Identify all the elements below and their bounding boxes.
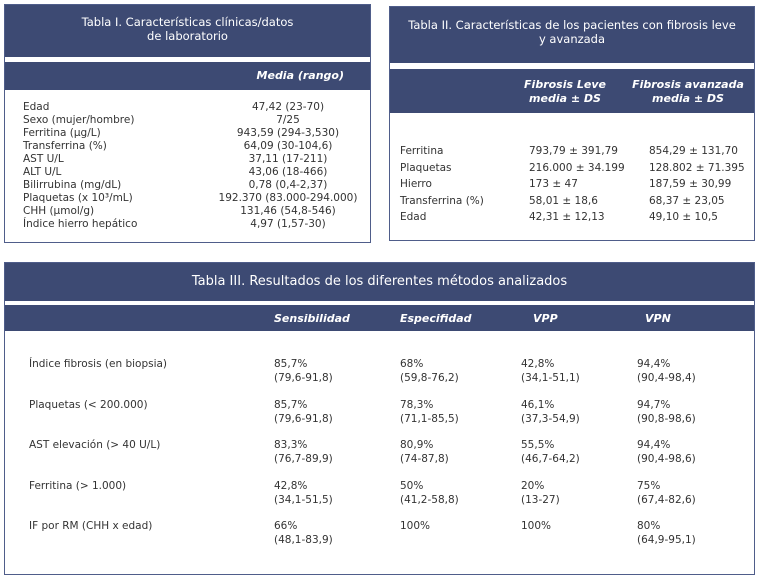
row-value: 64,09 (30-104,6) [243, 140, 333, 152]
table-row [5, 477, 754, 518]
tabla-2 [389, 6, 755, 241]
tabla-1-header: Media (rango) [256, 69, 344, 82]
table-row [5, 396, 754, 437]
table-row [400, 160, 750, 177]
cell-vpp: 100% [521, 520, 552, 532]
table-row [400, 176, 750, 193]
table-row [23, 192, 363, 205]
cell-vpn: 75% (67,4-82,6) [637, 479, 696, 506]
table-row [23, 114, 363, 127]
row-label: Sexo (mujer/hombre) [23, 114, 135, 126]
value-leve: 173 ± 47 [529, 178, 578, 190]
tabla-3-header-especifidad: Especifidad [400, 312, 472, 325]
table-row [23, 218, 363, 231]
row-value: 131,46 (54,8-546) [240, 205, 336, 217]
row-value: 37,11 (17-211) [248, 153, 328, 165]
row-label: Ferritina (µg/L) [23, 127, 101, 139]
tabla-2-header-bar [390, 69, 754, 113]
table-row [23, 166, 363, 179]
row-label: Índice hierro hepático [23, 218, 138, 230]
cell-sensibilidad: 85,7% (79,6-91,8) [274, 398, 333, 425]
tabla-3-header-bar [5, 305, 754, 331]
cell-vpp: 42,8% (34,1-51,1) [521, 358, 580, 384]
value-leve: 793,79 ± 391,79 [529, 145, 618, 157]
cell-especifidad: 100% [400, 520, 431, 532]
tabla-1 [4, 4, 371, 243]
cell-vpn: 94,4% (90,4-98,6) [637, 439, 696, 465]
tabla-2-title-bar [390, 7, 754, 63]
table-row [23, 127, 363, 140]
cell-especifidad: 50% (41,2-58,8) [400, 479, 459, 506]
value-leve: 216.000 ± 34.199 [529, 161, 625, 174]
tabla-2-header-leve: Fibrosis Leve media ± DS [524, 78, 606, 105]
value-avanzada: 187,59 ± 30,99 [649, 178, 732, 190]
table-row [5, 517, 754, 558]
table-row [23, 179, 363, 192]
cell-sensibilidad: 83,3% (76,7-89,9) [274, 439, 333, 465]
value-avanzada: 68,37 ± 23,05 [649, 194, 725, 207]
table-row [5, 436, 754, 477]
tabla-3-title-bar [5, 263, 754, 301]
tabla-3-header-sensibilidad: Sensibilidad [274, 312, 350, 325]
cell-vpp: 20% (13-27) [521, 479, 560, 506]
row-label: Edad [23, 101, 50, 113]
row-value: 192.370 (83.000-294.000) [218, 192, 358, 204]
tabla-1-rows [23, 101, 363, 231]
row-value: 0,78 (0,4-2,37) [248, 179, 328, 191]
table-row [400, 143, 750, 160]
row-label: Ferritina (> 1.000) [29, 479, 127, 492]
table-row [23, 101, 363, 114]
tabla-3-header-vpn: VPN [645, 312, 671, 325]
tabla-2-rows [400, 143, 750, 226]
table-row [400, 193, 750, 210]
row-label: Plaquetas (x 10³/mL) [23, 192, 133, 204]
row-label: CHH (µmol/g) [23, 205, 95, 217]
row-value: 943,59 (294-3,530) [236, 127, 340, 139]
row-value: 47,42 (23-70) [251, 101, 325, 113]
cell-vpp: 55,5% (46,7-64,2) [521, 439, 580, 465]
cell-vpp: 46,1% (37,3-54,9) [521, 398, 580, 425]
cell-especifidad: 78,3% (71,1-85,5) [400, 398, 459, 425]
table-row [5, 355, 754, 396]
row-label: IF por RM (CHH x edad) [29, 520, 153, 532]
row-label: Ferritina [400, 145, 444, 157]
cell-sensibilidad: 85,7% (79,6-91,8) [274, 358, 333, 384]
table-row [400, 209, 750, 226]
row-label: Bilirrubina (mg/dL) [23, 179, 122, 191]
row-label: Hierro [400, 178, 432, 190]
row-label: Índice fibrosis (en biopsia) [29, 358, 168, 370]
tabla-3-title: Tabla III. Resultados de los diferentes métodos analizados [191, 274, 568, 289]
tabla-1-title-bar [5, 5, 370, 57]
tabla-3 [4, 262, 755, 575]
table-row [23, 153, 363, 166]
value-avanzada: 128.802 ± 71.395 [649, 161, 745, 174]
cell-especifidad: 68% (59,8-76,2) [400, 358, 459, 384]
row-label: Transferrina (%) [23, 140, 107, 152]
value-leve: 58,01 ± 18,6 [529, 194, 598, 207]
row-label: Plaquetas [400, 161, 452, 174]
cell-especifidad: 80,9% (74-87,8) [400, 439, 449, 465]
row-label: ALT U/L [23, 166, 62, 178]
tabla-1-header-bar [5, 62, 370, 90]
row-label: AST elevación (> 40 U/L) [29, 439, 161, 451]
tabla-3-rows [5, 355, 754, 558]
value-avanzada: 49,10 ± 10,5 [649, 211, 718, 223]
cell-vpn: 94,7% (90,8-98,6) [637, 398, 696, 425]
cell-sensibilidad: 42,8% (34,1-51,5) [274, 479, 333, 506]
value-leve: 42,31 ± 12,13 [529, 211, 605, 223]
cell-vpn: 94,4% (90,4-98,4) [637, 358, 696, 384]
row-label: Transferrina (%) [400, 194, 484, 207]
value-avanzada: 854,29 ± 131,70 [649, 145, 738, 157]
row-label: AST U/L [23, 153, 64, 165]
tabla-1-title: Tabla I. Características clínicas/datos de laboratorio [81, 15, 294, 43]
row-label: Edad [400, 211, 427, 223]
row-value: 4,97 (1,57-30) [250, 218, 326, 230]
table-row [23, 205, 363, 218]
tabla-2-title: Tabla II. Características de los pacientes con fibrosis leve y avanzada [408, 18, 736, 46]
row-value: 7/25 [276, 114, 300, 126]
cell-sensibilidad: 66% (48,1-83,9) [274, 520, 333, 546]
row-value: 43,06 (18-466) [248, 166, 328, 178]
table-row [23, 140, 363, 153]
tabla-2-header-avanzada: Fibrosis avanzada media ± DS [632, 78, 744, 105]
tabla-3-header-vpp: VPP [533, 312, 558, 325]
cell-vpn: 80% (64,9-95,1) [637, 520, 696, 546]
row-label: Plaquetas (< 200.000) [29, 398, 148, 411]
